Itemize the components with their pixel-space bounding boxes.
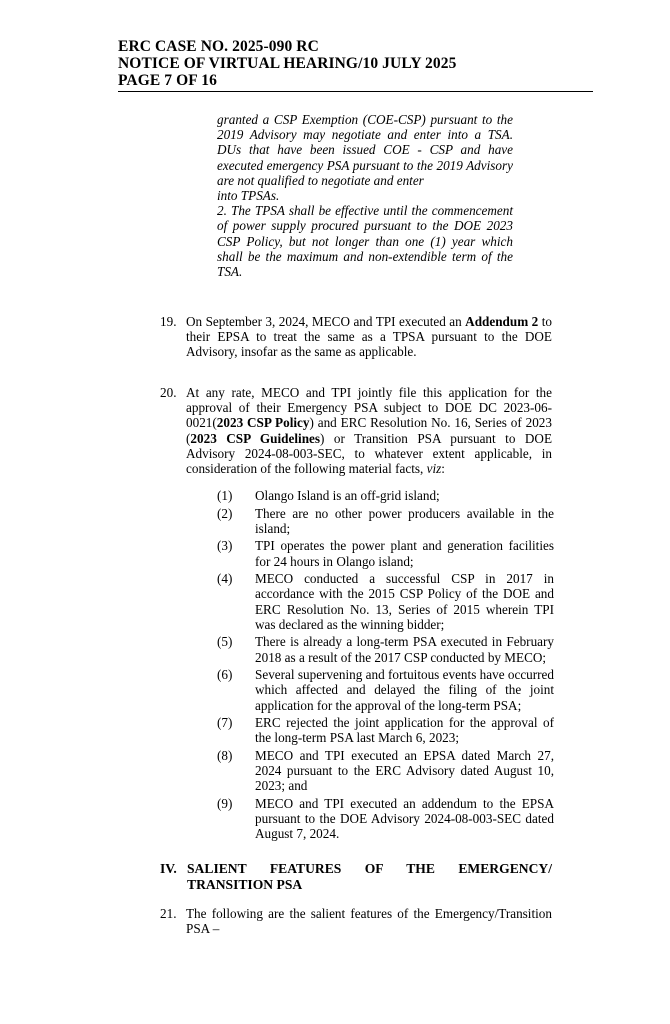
list-item: (6) Several supervening and fortuitous events have occurred which affected and delayed the filing of the joint application for the approval of the long-term PSA; [217,667,554,713]
csp-guidelines-term: 2023 CSP Guidelines [190,430,321,446]
document-header [118,38,593,92]
list-item: (1) Olango Island is an off-grid island; [217,488,440,503]
list-item: (7) ERC rejected the joint application for the approval of the long-term PSA last March 6, 2023; [217,715,554,746]
paragraph-21 [160,906,552,936]
section-title-line-1: SALIENT FEATURES OF THE EMERGENCY/ [187,861,552,876]
quote-paragraph-2: 2. The TPSA shall be effective until the commencement of power supply procured pursuant to the DOE 2023 CSP Policy, but not longer than one (1) year which shall be the maximum and non-extendible term of the TSA. [217,203,513,280]
case-number: ERC CASE NO. 2025-090 RC [118,38,319,55]
paragraph-text: On September 3, 2024, MECO and TPI executed an Addendum 2 to their EPSA to treat the same as a TPSA pursuant to the DOE Advisory, insofar as the same as applicable. [186,314,552,360]
paragraph-text: At any rate, MECO and TPI jointly file this application for the approval of their Emergency PSA subject to DOE DC 2023-06-0021(2023 CSP Policy) and ERC Resolution No. 16, Series of 2023 (2023 CSP Guidelines) or Transition PSA pursuant to DOE Advisory 2024-08-003-SEC, to whatever extent applicable, in consideration of the following material facts, viz: [186,385,552,477]
addendum-2-term: Addendum 2 [465,314,539,329]
page-number: PAGE 7 OF 16 [118,72,217,89]
paragraph-20 [160,385,552,476]
quoted-advisory [217,112,513,279]
section-number: IV. [160,861,177,876]
paragraph-number: 21. [160,906,177,921]
material-facts-list [217,488,554,844]
paragraph-19 [160,314,552,360]
paragraph-number: 19. [160,314,177,329]
section-heading [160,861,552,893]
quote-paragraph-1: granted a CSP Exemption (COE-CSP) pursuant to the 2019 Advisory may negotiate and enter into a TSA. DUs that have been issued COE - CSP and have executed emergency PSA pursuant to the 2019 Advisory are not qualified to negotiate and enter [217,112,513,188]
list-item: (3) TPI operates the power plant and generation facilities for 24 hours in Olango island; [217,538,554,569]
list-item: (2) There are no other power producers available in the island; [217,505,554,536]
list-item: (8) MECO and TPI executed an EPSA dated March 27, 2024 pursuant to the ERC Advisory dated August 10, 2023; and [217,747,554,794]
quote-paragraph-1-end: into TPSAs. [217,188,280,204]
notice-title: NOTICE OF VIRTUAL HEARING/10 JULY 2025 [118,55,457,72]
list-item: (9) MECO and TPI executed an addendum to the EPSA pursuant to the DOE Advisory 2024-08-003-SEC dated August 7, 2024. [217,795,554,842]
list-item: (4) MECO conducted a successful CSP in 2017 in accordance with the 2015 CSP Policy of the DOE and ERC Resolution No. 13, Series of 2015 wherein TPI was declared as the winning bidder; [217,571,554,632]
paragraph-number: 20. [160,385,177,400]
section-title-line-2: TRANSITION PSA [187,877,303,892]
header-rule [118,91,593,92]
paragraph-text: The following are the salient features of the Emergency/Transition PSA – [186,906,552,937]
csp-policy-term: 2023 CSP Policy [216,415,310,431]
list-item: (5) There is already a long-term PSA executed in February 2018 as a result of the 2017 CSP conducted by MECO; [217,634,554,665]
